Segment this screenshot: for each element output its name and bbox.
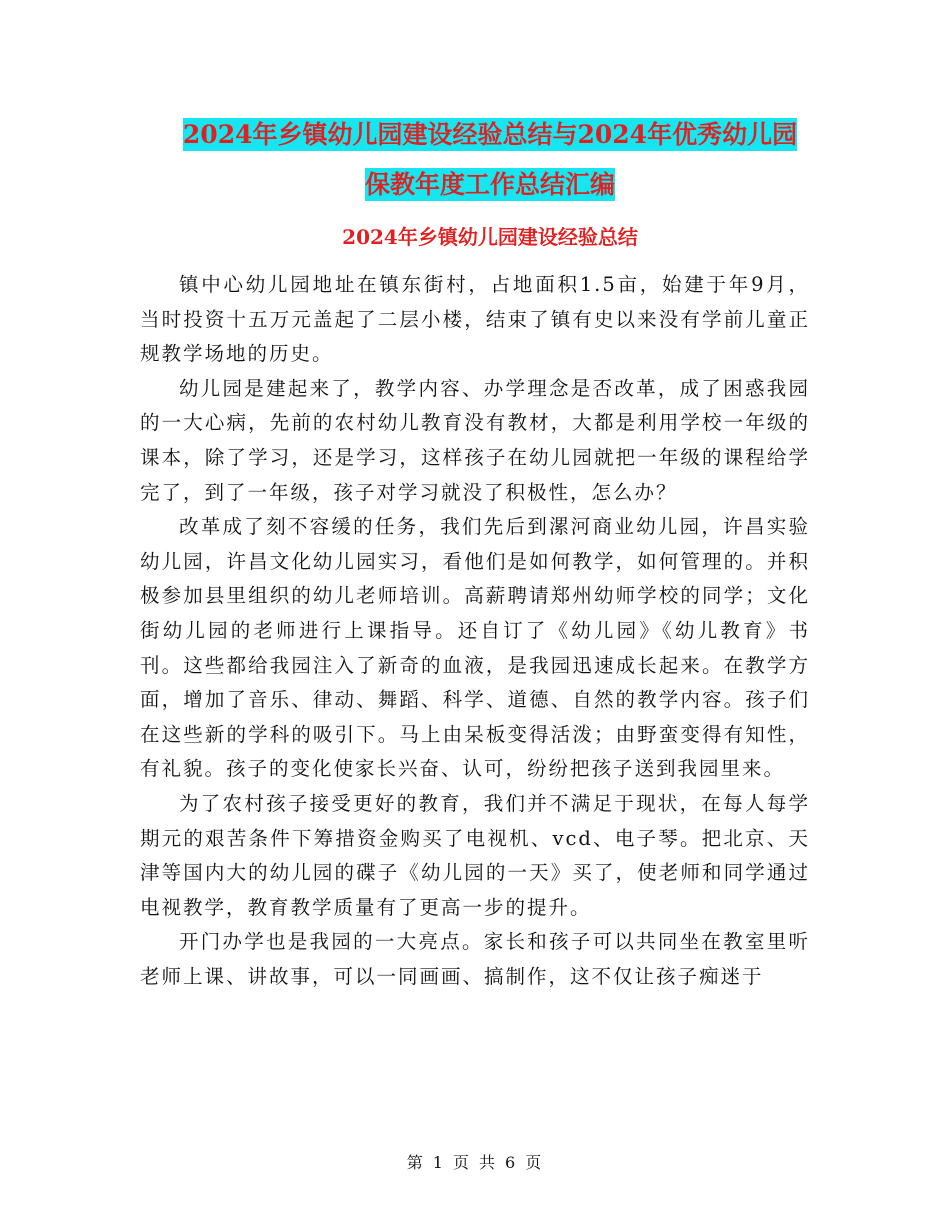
document-title-line1: 2024年乡镇幼儿园建设经验总结与2024年优秀幼儿园 (182, 120, 798, 149)
paragraph: 镇中心幼儿园地址在镇东街村，占地面积1.5亩，始建于年9月，当时投资十五万元盖起了二层小楼，结束了镇有史以来没有学前儿童正规教学场地的历史。 (140, 273, 810, 366)
section-title: 2024年乡镇幼儿园建设经验总结 (342, 225, 638, 249)
total-page-count: 6 (505, 1153, 518, 1172)
total-unit: 页 (525, 1153, 544, 1172)
page-footer (0, 1150, 950, 1173)
page-unit: 页 (452, 1153, 471, 1172)
current-page-number: 1 (432, 1153, 445, 1172)
paragraph: 为了农村孩子接受更好的教育，我们并不满足于现状，在每人每学期元的艰苦条件下筹措资金购买了电视机、vcd、电子琴。把北京、天津等国内大的幼儿园的碟子《幼儿园的一天》买了，使老师和同学通过电视教学，教育教学质量有了更高一步的提升。 (140, 791, 810, 919)
paragraph: 幼儿园是建起来了，教学内容、办学理念是否改革，成了困惑我园的一大心病，先前的农村幼儿教育没有教材，大都是利用学校一年级的课本，除了学习，还是学习，这样孩子在幼儿园就把一年级的课程给学完了，到了一年级，孩子对学习就没了积极性，怎么办？ (140, 376, 810, 504)
document-title (140, 110, 840, 210)
page-label: 第 (406, 1153, 425, 1172)
paragraph: 开门办学也是我园的一大亮点。家长和孩子可以共同坐在教室里听老师上课、讲故事，可以一同画画、搞制作，这不仅让孩子痴迷于 (140, 930, 810, 988)
paragraph: 改革成了刻不容缓的任务，我们先后到漯河商业幼儿园，许昌实验幼儿园，许昌文化幼儿园实习，看他们是如何教学，如何管理的。并积极参加县里组织的幼儿老师培训。高薪聘请郑州幼师学校的同学；文化街幼儿园的老师进行上课指导。还自订了《幼儿园》《幼儿教育》书刊。这些都给我园注入了新奇的血液，是我园迅速成长起来。在教学方面，增加了音乐、律动、舞蹈、科学、道德、自然的教学内容。孩子们在这些新的学科的吸引下。马上由呆板变得活泼；由野蛮变得有知性，有礼貌。孩子的变化使家长兴奋、认可，纷纷把孩子送到我园里来。 (140, 515, 810, 781)
document-title-line2: 保教年度工作总结汇编 (364, 170, 615, 199)
document-body (140, 268, 810, 994)
total-label: 共 (479, 1153, 498, 1172)
